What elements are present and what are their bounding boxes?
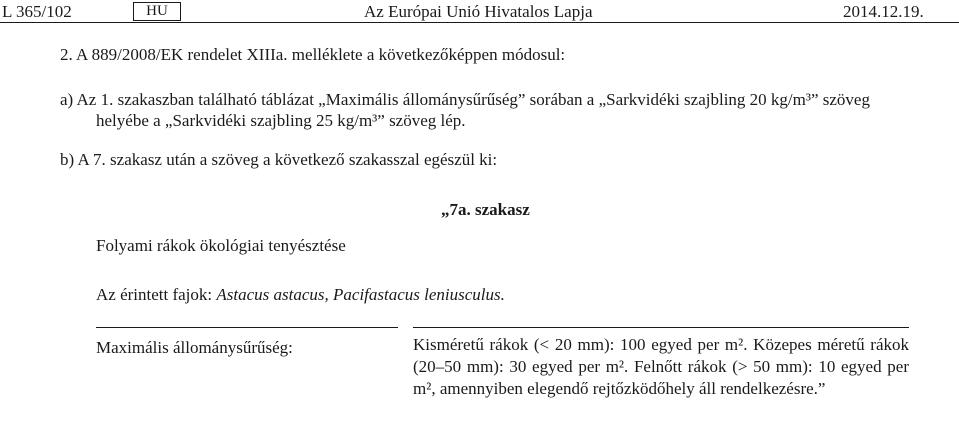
species-names: Astacus astacus, Pacifastacus leniusculus. — [216, 285, 505, 304]
item-a-line2: helyébe a „Sarkvidéki szajbling 25 kg/m³” szöveg lép. — [96, 111, 466, 130]
journal-title: Az Európai Unió Hivatalos Lapja — [364, 2, 593, 21]
item-2-text: 2. A 889/2008/EK rendelet XIIIa. melléklete a következőképpen módosul: — [60, 45, 566, 64]
page-reference: L 365/102 — [2, 2, 72, 21]
section-title: „7a. szakasz — [441, 200, 530, 219]
item-a-line1: a) Az 1. szakaszban található táblázat „Maximális állománysűrűség” sorában a „Sarkvidéki szajbling 20 kg/m³” szöveg — [60, 90, 870, 109]
section-subtitle: Folyami rákok ökológiai tenyésztése — [96, 236, 346, 255]
publication-date: 2014.12.19. — [843, 2, 924, 21]
table-value: Kisméretű rákok (< 20 mm): 100 egyed per m². Közepes méretű rákok (20–50 mm): 30 egyed per m². Felnőtt rákok (> 50 mm): 10 egyed per m², amennyiben elegendő rejtőzködőhely áll rendelkezésre.” — [413, 335, 909, 398]
table-rule-left — [96, 327, 398, 328]
header-rule — [0, 22, 959, 23]
table-rule-right — [413, 327, 909, 328]
language-code-box: HU — [133, 2, 181, 21]
species-line — [96, 285, 505, 305]
item-b-text: b) A 7. szakasz után a szöveg a következő szakasszal egészül ki: — [60, 150, 498, 169]
species-label: Az érintett fajok: — [96, 285, 217, 304]
table-label: Maximális állománysűrűség: — [96, 338, 293, 357]
